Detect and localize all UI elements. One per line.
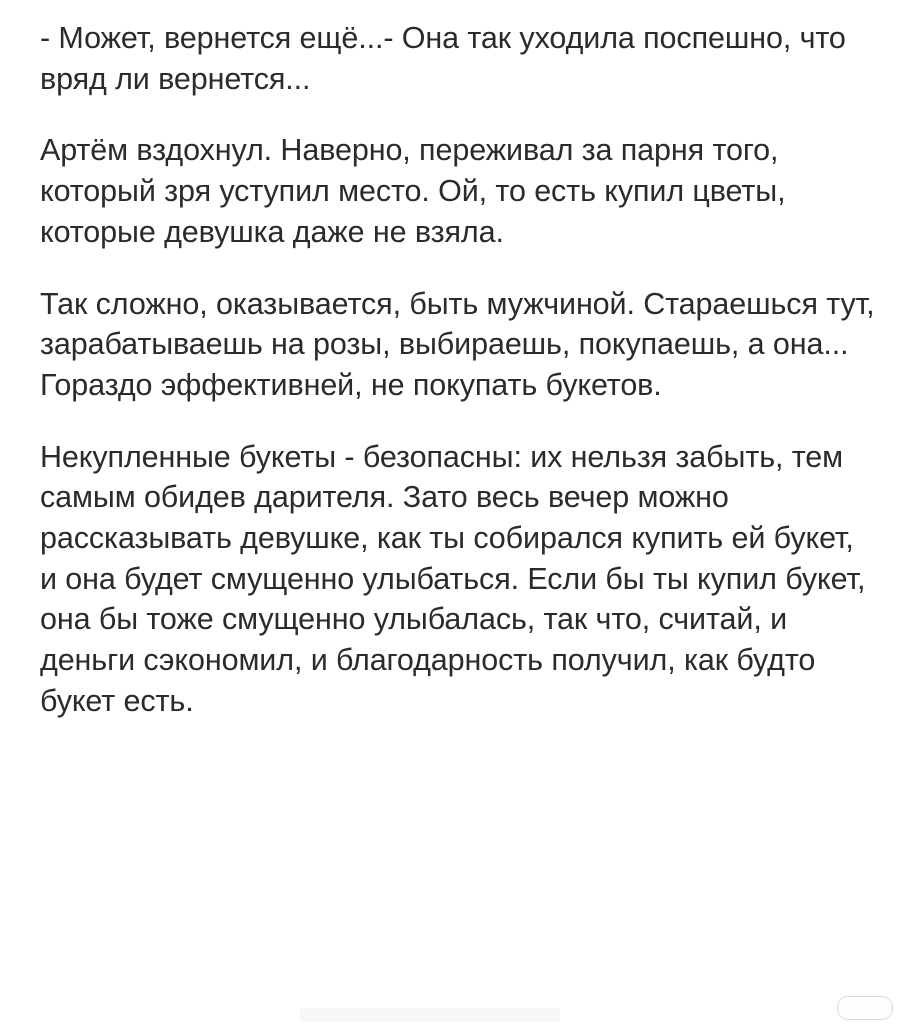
document-text-body	[40, 18, 883, 722]
paragraph: Так сложно, оказывается, быть мужчиной. Стараешься тут, зарабатываешь на розы, выбираешь, покупаешь, а она... Гораздо эффективней, не покупать букетов.	[40, 286, 883, 402]
page-bottom-artifact	[300, 1008, 560, 1022]
bottom-right-pill-artifact	[837, 996, 893, 1020]
paragraph: Некупленные букеты - безопасны: их нельзя забыть, тем самым обидев дарителя. Зато весь вечер можно рассказывать девушке, как ты собирался купить ей букет, и она будет смущенно улыбаться. Если бы ты купил букет, она бы тоже смущенно улыбалась, так что, считай, и деньги сэкономил, и благодарность получил, как будто букет есть.	[40, 439, 874, 718]
paragraph: Артём вздохнул. Наверно, переживал за парня того, который зря уступил место. Ой, то есть купил цветы, которые девушка даже не взяла.	[40, 133, 794, 249]
paragraph: - Может, вернется ещё...- Она так уходила поспешно, что вряд ли вернется...	[40, 21, 855, 96]
